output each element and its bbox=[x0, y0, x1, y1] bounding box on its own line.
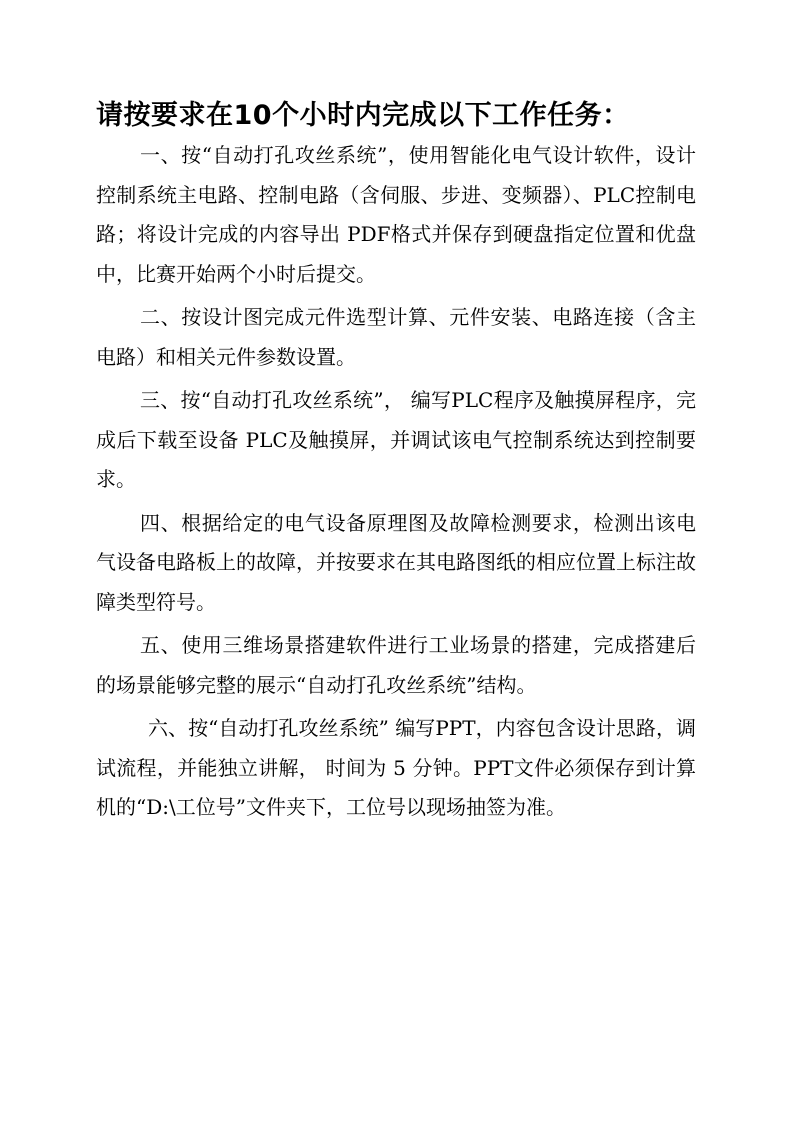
document-title: 请按要求在10个小时内完成以下工作任务： bbox=[96, 100, 630, 131]
task-paragraph-3: 三、按“自动打孔攻丝系统”， 编写PLC程序及触摸屏程序，完成后下载至设备 PLC及触摸屏，并调试该电气控制系统达到控制要求。 bbox=[96, 388, 696, 491]
task-paragraph-2: 二、按设计图完成元件选型计算、元件安装、电路连接（含主电路）和相关元件参数设置。 bbox=[96, 305, 696, 369]
task-paragraph-4: 四、根据给定的电气设备原理图及故障检测要求，检测出该电气设备电路板上的故障，并按要求在其电路图纸的相应位置上标注故障类型符号。 bbox=[96, 510, 696, 614]
document-body bbox=[96, 136, 696, 828]
task-paragraph-1: 一、按“自动打孔攻丝系统”，使用智能化电气设计软件，设计控制系统主电路、控制电路（含伺服、步进、变频器）、PLC控制电路；将设计完成的内容导出 PDF格式并保存到硬盘指定位置和优盘中，比赛开始两个小时后提交。 bbox=[96, 143, 696, 286]
task-paragraph-5: 五、使用三维场景搭建软件进行工业场景的搭建，完成搭建后的场景能够完整的展示“自动打孔攻丝系统”结构。 bbox=[96, 633, 696, 697]
task-paragraph-6: 六、按“自动打孔攻丝系统” 编写PPT，内容包含设计思路，调试流程，并能独立讲解， 时间为 5 分钟。PPT文件必须保存到计算机的“D:\工位号”文件夹下，工位号以现场抽签为准。 bbox=[96, 716, 696, 819]
